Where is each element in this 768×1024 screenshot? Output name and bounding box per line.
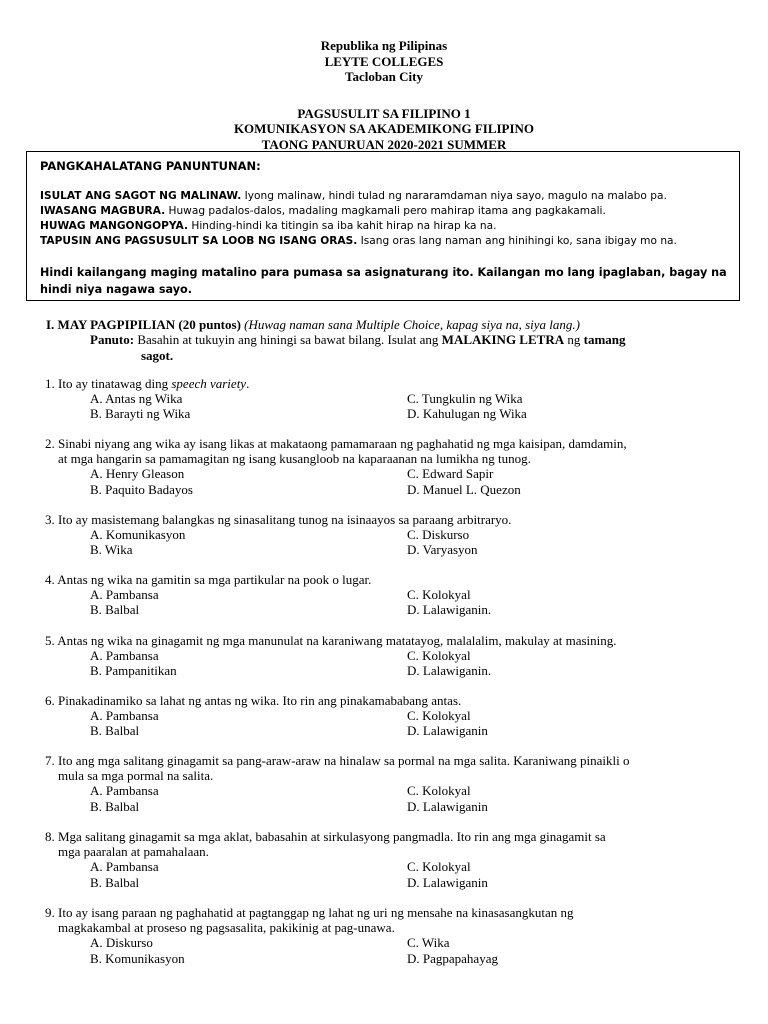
- question-item: [45, 633, 735, 679]
- question-item: [45, 693, 735, 739]
- choice-b: B. Paquito Badayos: [90, 481, 193, 497]
- choices: [45, 859, 735, 889]
- choice-d: D. Lalawiganin: [407, 723, 488, 739]
- choice-c: C. Diskurso: [407, 527, 470, 543]
- question-stem: Antas ng wika na ginagamit ng mga manunulat na karaniwang matatayog, malalalim, makulay at masining.: [57, 633, 617, 648]
- rule-text: Iyong malinaw, hindi tulad ng nararamdaman niya sayo, magulo na malabo pa.: [241, 190, 667, 202]
- instructions: [90, 332, 730, 363]
- choice-a: A. Pambansa: [90, 648, 159, 664]
- question-item: [45, 436, 735, 497]
- question-stem: Mga salitang ginagamit sa mga aklat, babasahin at sirkulasyong pangmadla. Ito rin ang mga ginagamit sa: [58, 829, 606, 844]
- rule-item: [40, 190, 667, 202]
- question-number: 6.: [45, 693, 55, 708]
- choice-c: C. Kolokyal: [407, 859, 471, 875]
- section-note: (Huwag naman sana Multiple Choice, kapag siya na, siya lang.): [244, 317, 580, 332]
- rule-heading: ISULAT ANG SAGOT NG MALINAW.: [40, 190, 242, 202]
- question-number: 1.: [45, 376, 55, 391]
- choice-d: D. Lalawiganin.: [407, 663, 492, 679]
- question-stem: Ito ay masistemang balangkas ng sinasalitang tunog na isinaayos sa paraang arbitraryo.: [58, 512, 512, 527]
- question-item: [45, 376, 735, 422]
- choice-d: D. Lalawiganin.: [407, 602, 492, 618]
- choices: [45, 935, 735, 965]
- choices: [45, 587, 735, 617]
- choices: [45, 783, 735, 813]
- document-header: [0, 38, 768, 152]
- question-item: [45, 753, 735, 814]
- choice-b: B. Balbal: [90, 874, 140, 890]
- question-item: [45, 829, 735, 890]
- section-title: [46, 317, 580, 333]
- choice-a: A. Pambansa: [90, 708, 159, 724]
- choice-c: C. Kolokyal: [407, 783, 471, 799]
- rules-title: PANGKAHALATANG PANUNTUNAN:: [40, 159, 261, 173]
- choice-c: C. Wika: [407, 935, 450, 951]
- question-number: 4.: [45, 572, 55, 587]
- choices: [45, 708, 735, 738]
- choice-d: D. Manuel L. Quezon: [407, 481, 521, 497]
- subject-title: KOMUNIKASYON SA AKADEMIKONG FILIPINO: [233, 121, 535, 136]
- choice-b: B. Barayti ng Wika: [90, 406, 191, 422]
- choices: [45, 466, 735, 496]
- choices: [45, 391, 735, 421]
- question-stem: Sinabi niyang ang wika ay isang likas at makataong pamamaraan ng paghahatid ng mga kaisipan, damdamin,: [58, 436, 627, 451]
- city-line: Tacloban City: [345, 69, 423, 84]
- question-number: 5.: [45, 633, 55, 648]
- question-stem: Antas ng wika na gamitin sa mga partikular na pook o lugar.: [57, 572, 372, 587]
- rule-text: Hinding-hindi ka titingin sa iba kahit hirap na hirap ka na.: [187, 220, 497, 232]
- question-number: 7.: [45, 753, 55, 768]
- rule-heading: TAPUSIN ANG PAGSUSULIT SA LOOB NG ISANG ORAS.: [40, 235, 358, 247]
- choice-b: B. Wika: [90, 542, 133, 558]
- choice-b: B. Komunikasyon: [90, 950, 185, 966]
- general-rules-box: [26, 151, 740, 301]
- instructions-emphasis: sagot.: [141, 347, 174, 363]
- question-item: [45, 905, 735, 966]
- choice-d: D. Kahulugan ng Wika: [407, 406, 527, 422]
- question-stem-continued: mga paaralan at pamahalaan.: [58, 844, 209, 860]
- question-item: [45, 512, 735, 558]
- question-stem-continued: at mga hangarin sa pamamagitan ng isang kusangloob na kaparaanan na lumikha ng tunog.: [58, 451, 531, 467]
- instructions-label: Panuto:: [90, 332, 135, 347]
- choice-c: C. Kolokyal: [407, 708, 471, 724]
- question-stem-continued: mula sa mga pormal na salita.: [58, 768, 214, 784]
- choice-c: C. Kolokyal: [407, 587, 471, 603]
- choice-b: B. Pampanitikan: [90, 663, 177, 679]
- choice-d: D. Varyasyon: [407, 542, 478, 558]
- question-stem: Ito ang mga salitang ginagamit sa pang-araw-araw na hinalaw sa pormal na mga salita. Karaniwang pinaikli o: [58, 753, 630, 768]
- choice-c: C. Edward Sapir: [407, 466, 494, 482]
- rules-closing-note: Hindi kailangang maging matalino para pumasa sa asignaturang ito. Kailangan mo lang ipaglaban, bagay na hindi niya nagawa sayo.: [40, 266, 727, 296]
- question-emphasis: speech variety: [171, 376, 247, 391]
- rule-heading: HUWAG MANGONGOPYA.: [40, 220, 188, 232]
- choice-a: A. Antas ng Wika: [90, 391, 183, 407]
- rule-item: [40, 205, 606, 217]
- instructions-text: ng: [564, 332, 584, 347]
- rule-item: [40, 235, 677, 247]
- question-number: 8.: [45, 829, 55, 844]
- exam-title: PAGSUSULIT SA FILIPINO 1: [297, 105, 471, 121]
- choice-d: D. Lalawiganin: [407, 874, 488, 890]
- school-name: LEYTE COLLEGES: [324, 53, 444, 69]
- question-stem-continued: magkakambal at proseso ng pagsasalita, pakikinig at pag-unawa.: [58, 920, 395, 936]
- question-number: 2.: [45, 436, 55, 451]
- question-stem: Pinakadinamiko sa lahat ng antas ng wika. Ito rin ang pinakamababang antas.: [58, 693, 462, 708]
- instructions-text: Basahin at tukuyin ang hiningi sa bawat bilang. Isulat ang: [134, 332, 442, 347]
- question-stem: Ito ay tinatawag ding: [58, 376, 172, 391]
- choice-b: B. Balbal: [90, 723, 140, 739]
- school-year: TAONG PANURUAN 2020-2021 SUMMER: [261, 136, 507, 152]
- choices: [45, 648, 735, 678]
- rule-text: Huwag padalos-dalos, madaling magkamali pero mahirap itama ang pagkakamali.: [165, 205, 606, 217]
- republic-line: Republika ng Pilipinas: [320, 38, 448, 53]
- choice-a: A. Komunikasyon: [90, 527, 186, 543]
- question-stem: .: [246, 376, 250, 391]
- choice-b: B. Balbal: [90, 602, 140, 618]
- choice-a: A. Diskurso: [90, 935, 153, 951]
- choice-a: A. Pambansa: [90, 587, 159, 603]
- choice-a: A. Pambansa: [90, 859, 159, 875]
- choice-a: A. Pambansa: [90, 783, 159, 799]
- choice-c: C. Tungkulin ng Wika: [407, 391, 523, 407]
- choice-b: B. Balbal: [90, 798, 140, 814]
- choice-d: D. Lalawiganin: [407, 798, 488, 814]
- rule-text: Isang oras lang naman ang hinihingi ko, sana ibigay mo na.: [357, 235, 677, 247]
- section-heading: I. MAY PAGPIPILIAN (20 puntos): [46, 317, 241, 332]
- instructions-emphasis: tamang: [583, 332, 626, 347]
- question-stem: Ito ay isang paraan ng paghahatid at pagtanggap ng lahat ng uri ng mensahe na kinasasangkutan ng: [58, 905, 574, 920]
- question-item: [45, 572, 735, 618]
- question-number: 3.: [45, 512, 55, 527]
- choice-a: A. Henry Gleason: [90, 466, 185, 482]
- choice-d: D. Pagpapahayag: [407, 950, 498, 966]
- rule-heading: IWASANG MAGBURA.: [40, 205, 166, 217]
- instructions-emphasis: MALAKING LETRA: [441, 332, 565, 347]
- rule-item: [40, 220, 496, 232]
- question-number: 9.: [45, 905, 55, 920]
- choices: [45, 527, 735, 557]
- choice-c: C. Kolokyal: [407, 648, 471, 664]
